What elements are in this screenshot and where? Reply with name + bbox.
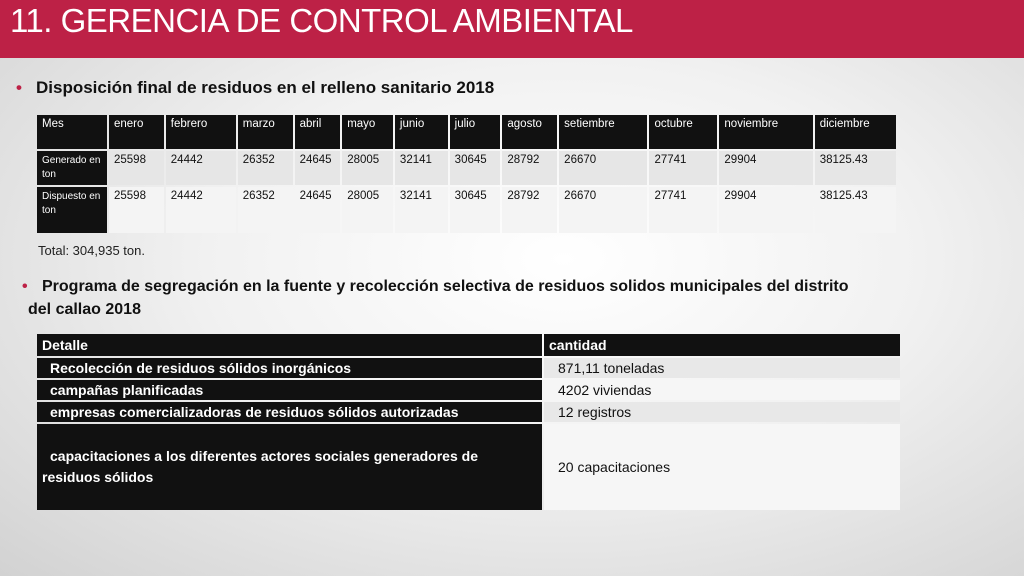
column-header: setiembre	[559, 115, 647, 149]
table-row-dispuesto	[37, 187, 896, 233]
column-header: febrero	[166, 115, 236, 149]
column-header: octubre	[649, 115, 717, 149]
table-cell: 24442	[166, 187, 236, 233]
table-cell: 38125.43	[815, 187, 896, 233]
total-text: Total: 304,935 ton.	[38, 243, 145, 258]
column-header: cantidad	[544, 334, 900, 356]
table-cell: 25598	[109, 151, 164, 185]
quantity-cell: 12 registros	[544, 402, 900, 422]
quantity-cell: 4202 viviendas	[544, 380, 900, 400]
table-cell: 28792	[502, 187, 557, 233]
table-cell: 28005	[342, 151, 393, 185]
column-header: Mes	[37, 115, 107, 149]
section1-heading	[16, 78, 494, 98]
row-label: Generado en ton	[37, 151, 107, 185]
column-header: noviembre	[719, 115, 812, 149]
table-cell: 38125.43	[815, 151, 896, 185]
detail-text: campañas planificadas	[50, 382, 204, 398]
table-cell: 26670	[559, 187, 647, 233]
detail-text: capacitaciones a los diferentes actores sociales generadores de residuos sólidos	[42, 448, 478, 485]
table-cell: 26352	[238, 187, 293, 233]
detail-cell	[37, 424, 542, 510]
table-cell: 30645	[450, 151, 501, 185]
table-header-row	[37, 334, 900, 356]
column-header: diciembre	[815, 115, 896, 149]
section2-heading-line2: del callao 2018	[28, 301, 141, 318]
disposal-table	[35, 113, 898, 235]
table-cell: 29904	[719, 187, 812, 233]
column-header: julio	[450, 115, 501, 149]
table-cell: 28792	[502, 151, 557, 185]
column-header: abril	[295, 115, 341, 149]
quantity-cell: 871,11 toneladas	[544, 358, 900, 378]
program-table	[35, 332, 902, 512]
quantity-cell: 20 capacitaciones	[544, 424, 900, 510]
table-row	[37, 402, 900, 422]
table-cell: 25598	[109, 187, 164, 233]
table-cell: 24442	[166, 151, 236, 185]
detail-text: empresas comercializadoras de residuos sólidos autorizadas	[50, 404, 459, 420]
section2-heading	[22, 275, 972, 321]
detail-cell	[37, 380, 542, 400]
column-header: Detalle	[37, 334, 542, 356]
table-header-row	[37, 115, 896, 149]
table-cell: 24645	[295, 187, 341, 233]
row-label: Dispuesto en ton	[37, 187, 107, 233]
title-bar	[0, 0, 1024, 58]
table-row	[37, 380, 900, 400]
column-header: junio	[395, 115, 448, 149]
table-cell: 32141	[395, 187, 448, 233]
table-cell: 26670	[559, 151, 647, 185]
table-cell: 30645	[450, 187, 501, 233]
column-header: agosto	[502, 115, 557, 149]
bullet-icon: •	[22, 278, 28, 295]
table-cell: 29904	[719, 151, 812, 185]
detail-cell	[37, 358, 542, 378]
table-cell: 28005	[342, 187, 393, 233]
detail-cell	[37, 402, 542, 422]
page-title: 11. GERENCIA DE CONTROL AMBIENTAL	[10, 2, 633, 39]
column-header: marzo	[238, 115, 293, 149]
column-header: enero	[109, 115, 164, 149]
section1-heading-text: Disposición final de residuos en el relleno sanitario 2018	[36, 78, 495, 97]
table-row	[37, 358, 900, 378]
table-cell: 26352	[238, 151, 293, 185]
column-header: mayo	[342, 115, 393, 149]
table-cell: 24645	[295, 151, 341, 185]
table-cell: 27741	[649, 187, 717, 233]
table-row-generado	[37, 151, 896, 185]
section2-heading-line1: Programa de segregación en la fuente y recolección selectiva de residuos solidos municipales del distrito	[42, 278, 849, 295]
table-cell: 32141	[395, 151, 448, 185]
bullet-icon: •	[16, 78, 22, 97]
table-row	[37, 424, 900, 510]
table-cell: 27741	[649, 151, 717, 185]
detail-text: Recolección de residuos sólidos inorgánicos	[50, 360, 352, 376]
